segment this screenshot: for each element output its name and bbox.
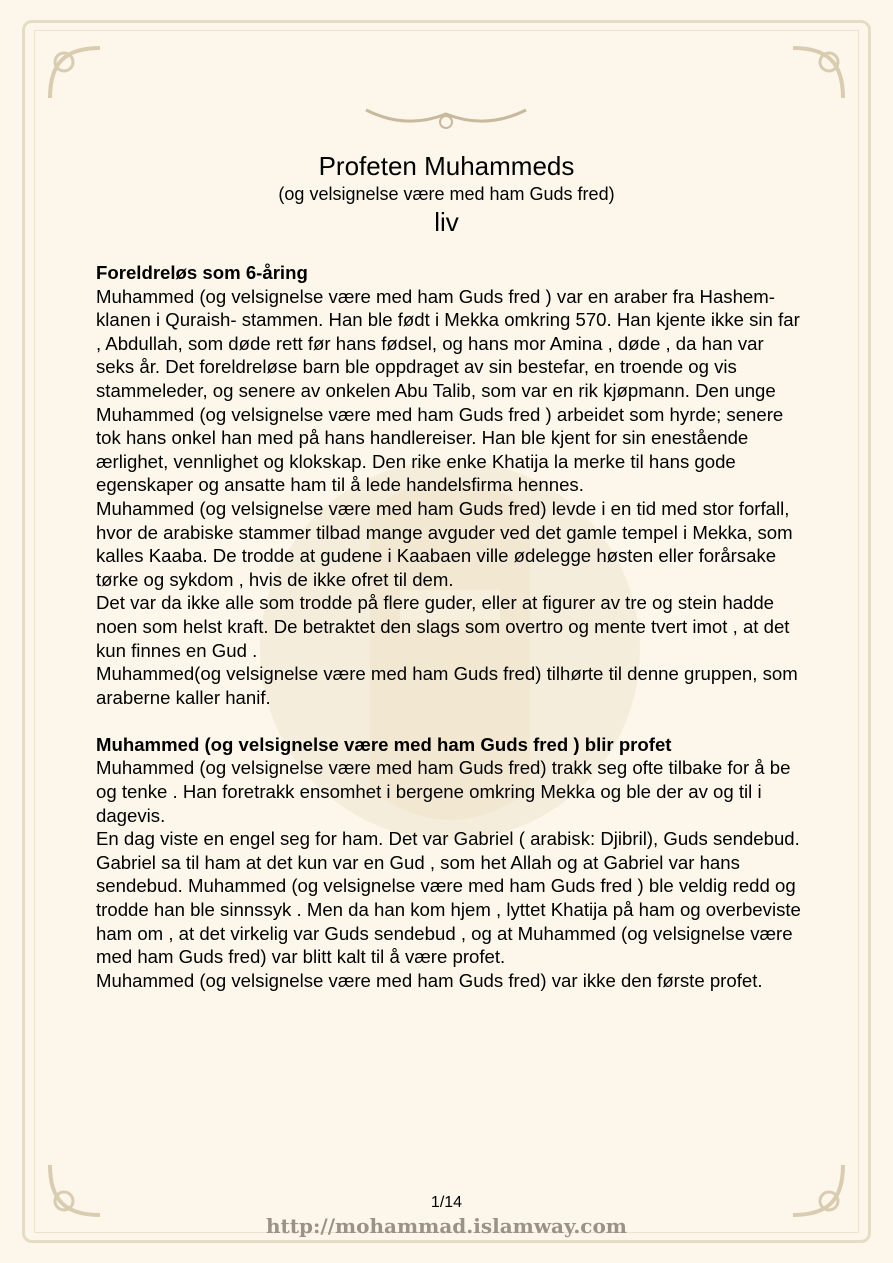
logo-ornament-icon — [346, 100, 546, 134]
paragraph: Muhammed(og velsignelse være med ham Guds fred) tilhørte til denne gruppen, som araberne kaller hanif. — [96, 663, 798, 708]
section-heading: Muhammed (og velsignelse være med ham Guds fred ) blir profet — [96, 733, 672, 755]
paragraph: Muhammed (og velsignelse være med ham Guds fred) trakk seg ofte tilbake for å be og tenke . Han foretrakk ensomhet i bergene omkring Mekka og ble der av og til i dagevis. — [96, 757, 791, 826]
page-subtitle: (og velsignelse være med ham Guds fred) — [278, 184, 615, 204]
paragraph: Det var da ikke alle som trodde på flere guder, eller at figurer av tre og stein hadde noen som helst kraft. De betraktet den slags som overtro og mente tvert imot , at det kun finnes en Gud . — [96, 592, 790, 661]
corner-ornament-top-left — [40, 38, 110, 108]
page-title-continuation: liv — [434, 207, 459, 237]
footer-url[interactable]: http://mohammad.islamway.com — [266, 1214, 627, 1238]
paragraph: Muhammed (og velsignelse være med ham Guds fred ) var en araber fra Hashem- klanen i Quraish- stammen. Han ble født i Mekka omkring 570. Han kjente ikke sin far , Abdullah, som døde rett før hans fødsel, og hans mor Amina , døde , da han var seks år. Det foreldreløse barn ble oppdraget av sin bestefar, en troende og vis stammeleder, og senere av onkelen Abu Talib, som var en rik kjøpmann. Den unge Muhammed (og velsignelse være med ham Guds fred ) arbeidet som hyrde; senere tok hans onkel han med på hans handlereiser. Han ble kjent for sin enestående ærlighet, vennlighet og klokskap. Den rike enke Khatija la merke til hans gode egenskaper og ansatte ham til å lede handelsfirma hennes. — [96, 285, 800, 496]
section-heading: Foreldreløs som 6-åring — [96, 262, 308, 283]
paragraph: En dag viste en engel seg for ham. Det var Gabriel ( arabisk: Djibril), Guds sendebud. Gabriel sa til ham at det kun var en Gud , som het Allah og at Gabriel var hans sendebud. Muhammed (og velsignelse være med ham Guds fred ) ble veldig redd og trodde han ble sinnssyk . Men da han kom hjem , lyttet Khatija på ham og overbeviste ham om , at det virkelig var Guds sendebud , og at Muhammed (og velsignelse være med ham Guds fred) var blitt kalt til å være profet. — [96, 828, 801, 968]
page-title: Profeten Muhammeds — [318, 151, 575, 181]
paragraph: Muhammed (og velsignelse være med ham Guds fred) levde i en tid med stor forfall, hvor de arabiske stammer tilbad mange avguder ved det gamle tempel i Mekka, som kalles Kaaba. De trodde at gudene i Kaabaen ville ødelegge høsten eller forårsake tørke og sykdom , hvis de ikke ofret til dem. — [96, 497, 793, 590]
corner-ornament-top-right — [783, 38, 853, 108]
paragraph: Muhammed (og velsignelse være med ham Guds fred) var ikke den første profet. — [96, 969, 763, 991]
article-body — [96, 261, 806, 992]
section-spacer — [96, 709, 806, 733]
page-number: 1/14 — [430, 1194, 463, 1211]
